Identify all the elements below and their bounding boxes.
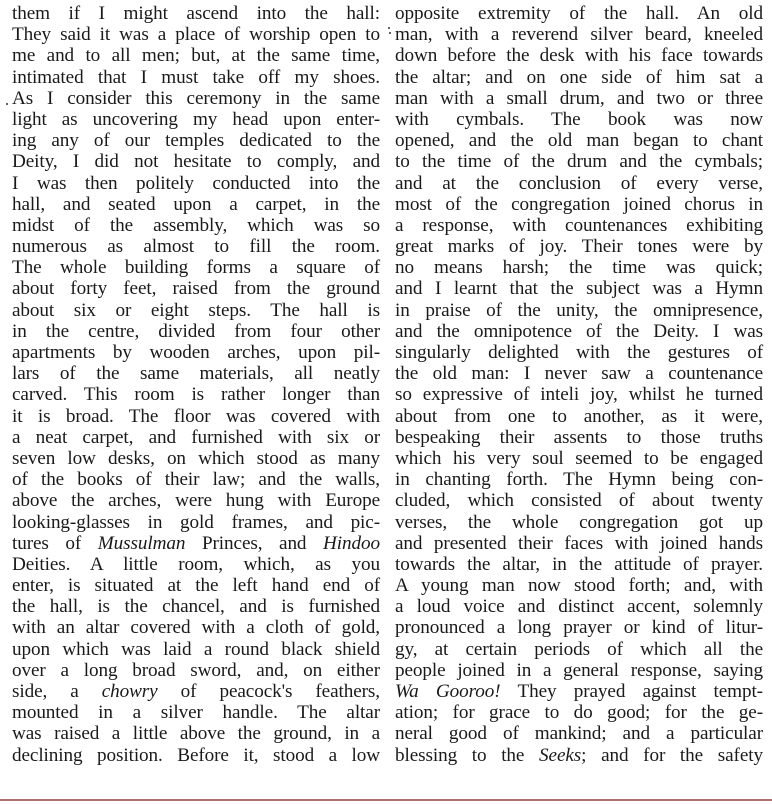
text-line: seven low desks, on which stood as many	[12, 447, 380, 469]
text-line: so expressive of inteli joy, whilst he turned	[395, 384, 763, 406]
text-line: in the centre, divided from four other	[12, 320, 380, 342]
text-line: declining position. Before it, stood a low	[12, 744, 380, 766]
scan-speck	[388, 27, 390, 29]
text-line: the altar; and on one side of him sat a	[395, 66, 763, 88]
scan-speck	[389, 32, 391, 34]
text-line: me and to all men; but, at the same time,	[12, 45, 380, 67]
text-line: They said it was a place of worship open to	[12, 24, 380, 46]
text-line: about six or eight steps. The hall is	[12, 299, 380, 321]
text-line: intimated that I must take off my shoes.	[12, 66, 380, 88]
text-line: lars of the same materials, all neatly	[12, 363, 380, 385]
text-line: a response, with countenances exhibiting	[395, 214, 763, 236]
text-line: about forty feet, raised from the ground	[12, 278, 380, 300]
scan-speck	[6, 103, 8, 105]
text-line: light as uncovering my head upon enter-	[12, 108, 380, 130]
text-line: hall, and seated upon a carpet, in the	[12, 193, 380, 215]
text-line: a loud voice and distinct accent, solemnly	[395, 596, 763, 618]
text-line: towards the altar, in the attitude of prayer.	[395, 553, 763, 575]
text-line: in praise of the unity, the omnipresence,	[395, 299, 763, 321]
text-line: tures of Mussulman Princes, and Hindoo	[12, 532, 380, 554]
text-line: the old man: I never saw a countenance	[395, 363, 763, 385]
text-line: people joined in a general response, saying	[395, 659, 763, 681]
text-line: most of the congregation joined chorus in	[395, 193, 763, 215]
text-line: and I learnt that the subject was a Hymn	[395, 278, 763, 300]
text-line: I was then politely conducted into the	[12, 172, 380, 194]
text-line: in chanting forth. The Hymn being con-	[395, 469, 763, 491]
text-line: Wa Gooroo! They prayed against tempt-	[395, 681, 763, 702]
text-line: bespeaking their assents to those truths	[395, 426, 763, 448]
text-line: midst of the assembly, which was so	[12, 214, 380, 236]
text-line: numerous as almost to fill the room.	[12, 236, 380, 258]
text-line: opened, and the old man began to chant	[395, 130, 763, 152]
text-line: singularly delighted with the gestures of	[395, 342, 763, 363]
text-line: upon which was laid a round black shield	[12, 638, 380, 660]
text-line: with cymbals. The book was now	[395, 108, 763, 130]
text-line: it is broad. The floor was covered with	[12, 405, 380, 427]
text-line: down before the desk with his face towards	[395, 45, 763, 67]
text-line: and at the conclusion of every verse,	[395, 172, 763, 194]
text-line: which his very soul seemed to be engaged	[395, 447, 763, 469]
text-line: no means harsh; the time was quick;	[395, 257, 763, 279]
text-line: the hall, is the chancel, and is furnished	[12, 596, 380, 618]
text-line: side, a chowry of peacock's feathers,	[12, 681, 380, 702]
page-edge-rule	[0, 799, 772, 801]
text-line: As I consider this ceremony in the same	[12, 87, 380, 109]
right-text-column	[395, 3, 763, 766]
text-line: great marks of joy. Their tones were by	[395, 236, 763, 258]
text-line: above the arches, were hung with Europe	[12, 490, 380, 512]
text-line: about from one to another, as it were,	[395, 405, 763, 427]
text-line: carved. This room is rather longer than	[12, 384, 380, 406]
text-line: Deity, I did not hesitate to comply, and	[12, 151, 380, 173]
text-line: was raised a little above the ground, in a	[12, 723, 380, 745]
left-text-column	[12, 3, 380, 766]
text-line: man, with a reverend silver beard, kneeled	[395, 24, 763, 46]
text-line: cluded, which consisted of about twenty	[395, 490, 763, 512]
text-line: and presented their faces with joined hands	[395, 532, 763, 554]
text-line: them if I might ascend into the hall:	[12, 3, 380, 24]
text-line: mounted in a silver handle. The altar	[12, 702, 380, 724]
text-line: gy, at certain periods of which all the	[395, 638, 763, 660]
text-line: over a long broad sword, and, on either	[12, 659, 380, 681]
text-line: Deities. A little room, which, as you	[12, 553, 380, 575]
text-line: ation; for grace to do good; for the ge-	[395, 702, 763, 724]
text-line: verses, the whole congregation got up	[395, 511, 763, 533]
text-line: looking-glasses in gold frames, and pic-	[12, 511, 380, 533]
text-line: blessing to the Seeks; and for the safety	[395, 744, 763, 766]
text-line: and the omnipotence of the Deity. I was	[395, 320, 763, 342]
text-line: neral good of mankind; and a particular	[395, 723, 763, 745]
text-line: man with a small drum, and two or three	[395, 87, 763, 109]
text-line: enter, is situated at the left hand end of	[12, 575, 380, 597]
text-line: apartments by wooden arches, upon pil-	[12, 342, 380, 363]
text-line: pronounced a long prayer or kind of litur-	[395, 617, 763, 639]
text-line: ing any of our temples dedicated to the	[12, 130, 380, 152]
text-line: The whole building forms a square of	[12, 257, 380, 279]
text-line: to the time of the drum and the cymbals;	[395, 151, 763, 173]
text-line: A young man now stood forth; and, with	[395, 575, 763, 597]
text-line: of the books of their law; and the walls,	[12, 469, 380, 491]
text-line: with an altar covered with a cloth of gold,	[12, 617, 380, 639]
text-line: opposite extremity of the hall. An old	[395, 3, 763, 24]
text-line: a neat carpet, and furnished with six or	[12, 426, 380, 448]
